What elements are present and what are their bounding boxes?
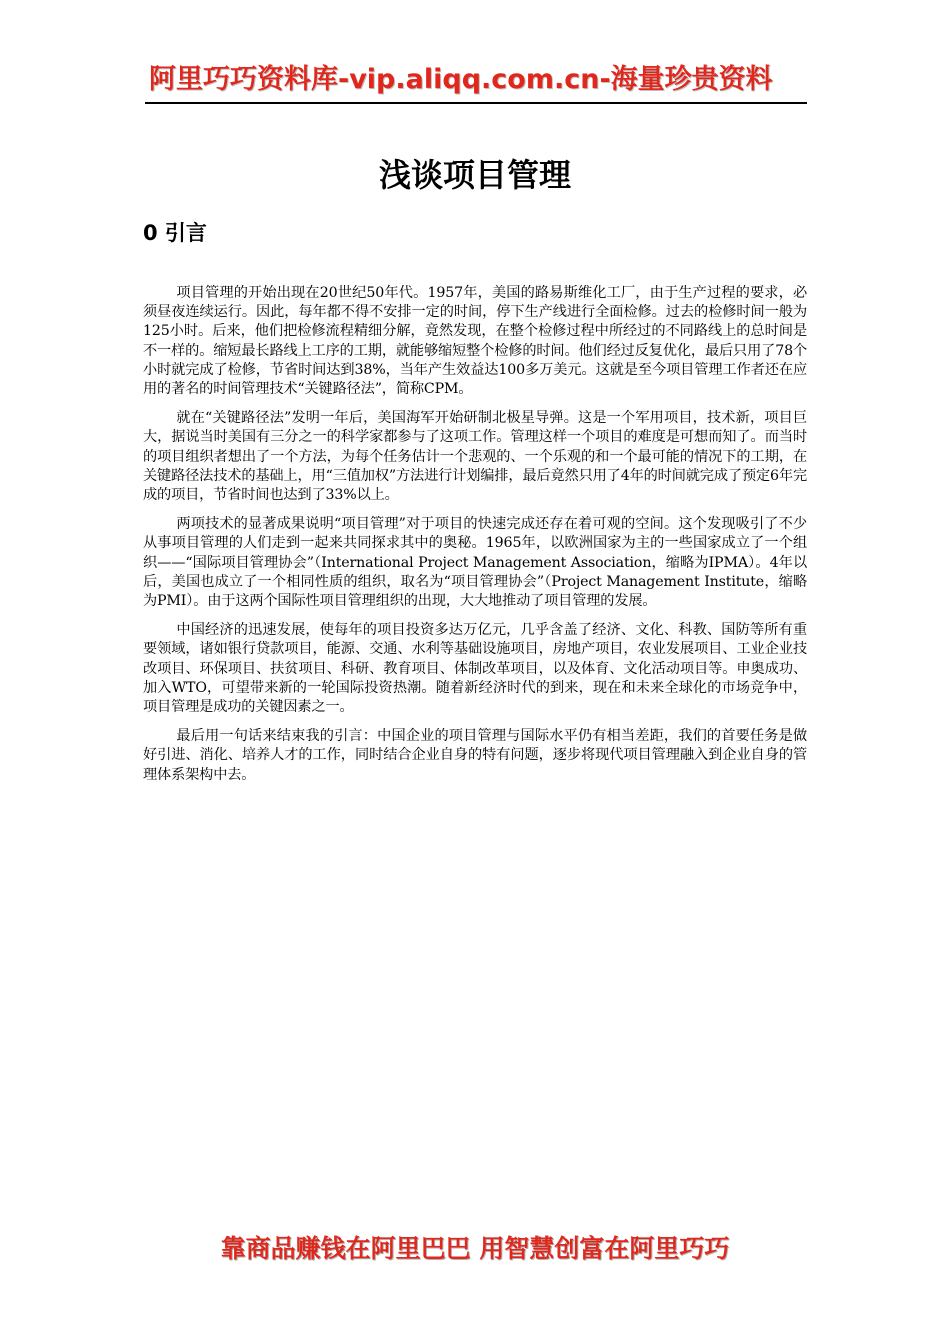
header-banner-text: 阿里巧巧资料库-vip.aliqq.com.cn-海量珍贵资料 — [149, 64, 773, 95]
body-text — [143, 284, 807, 795]
paragraph-2: 就在“关键路径法”发明一年后，美国海军开始研制北极星导弹。这是一个军用项目，技术新，项目巨大，据说当时美国有三分之一的科学家都参与了这项工作。管理这样一个项目的难度是可想而知了。而当时的项目组织者想出了一个方法，为每个任务估计一个悲观的、一个乐观的和一个最可能的情况下的工期，在关键路径法技术的基础上，用“三值加权”方法进行计划编排，最后竟然只用了4年的时间就完成了预定6年完成的项目，节省时间也达到了33%以上。 — [143, 410, 807, 504]
header-banner — [145, 58, 807, 104]
footer-banner-text: 靠商品赚钱在阿里巴巴 用智慧创富在阿里巧巧 — [220, 1234, 730, 1263]
section-heading: 0 引言 — [143, 221, 207, 245]
paragraph-4: 中国经济的迅速发展，使每年的项目投资多达万亿元，几乎含盖了经济、文化、科教、国防等所有重要领域，诸如银行贷款项目，能源、交通、水利等基础设施项目，房地产项目，农业发展项目、工业企业技改项目、环保项目、扶贫项目、科研、教育项目、体制改革项目，以及体育、文化活动项目等。申奥成功、加入WTO，可望带来新的一轮国际投资热潮。随着新经济时代的到来，现在和未来全球化的市场竞争中，项目管理是成功的关键因素之一。 — [143, 622, 807, 716]
paragraph-1: 项目管理的开始出现在20世纪50年代。1957年，美国的路易斯维化工厂，由于生产过程的要求，必须昼夜连续运行。因此，每年都不得不安排一定的时间，停下生产线进行全面检修。过去的检修时间一般为125小时。后来，他们把检修流程精细分解，竟然发现，在整个检修过程中所经过的不同路线上的总时间是不一样的。缩短最长路线上工序的工期，就能够缩短整个检修的时间。他们经过反复优化，最后只用了78个小时就完成了检修，节省时间达到38%，当年产生效益达100多万美元。这就是至今项目管理工作者还在应用的著名的时间管理技术“关键路径法”，简称CPM。 — [143, 285, 807, 398]
footer-banner — [0, 1230, 950, 1268]
paragraph-3: 两项技术的显著成果说明“项目管理”对于项目的快速完成还存在着可观的空间。这个发现吸引了不少从事项目管理的人们走到一起来共同探求其中的奥秘。1965年，以欧洲国家为主的一些国家成立了一个组织——“国际项目管理协会”（International Project Management Association，缩略为IPMA）。4年以后，美国也成立了一个相同性质的组织，取名为“项目管理协会”（Project Management Institute，缩略为PMI）。由于这两个国际性项目管理组织的出现，大大地推动了项目管理的发展。 — [143, 516, 807, 610]
paragraph-5: 最后用一句话来结束我的引言：中国企业的项目管理与国际水平仍有相当差距，我们的首要任务是做好引进、消化、培养人才的工作，同时结合企业自身的特有问题，逐步将现代项目管理融入到企业自身的管理体系架构中去。 — [143, 728, 807, 783]
document-title: 浅谈项目管理 — [378, 156, 571, 194]
